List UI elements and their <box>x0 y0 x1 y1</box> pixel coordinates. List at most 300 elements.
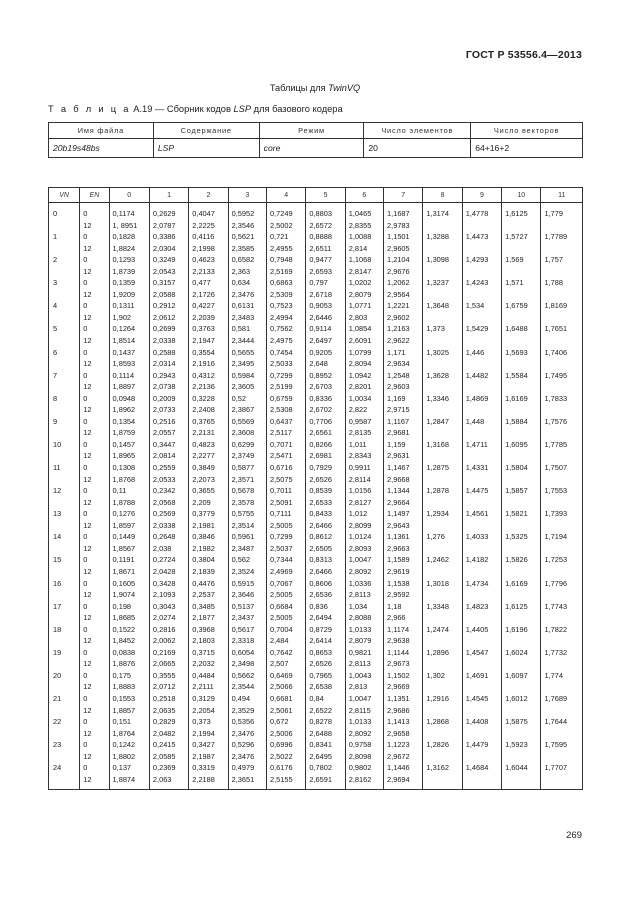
table-cell: 2,1839 <box>189 566 228 578</box>
table-cell: 2,966 <box>384 612 423 624</box>
table-cell: 2,6522 <box>306 705 345 717</box>
table-cell: 2,2225 <box>189 220 228 232</box>
table-cell: 1,2868 <box>423 716 462 728</box>
table-cell <box>502 681 541 693</box>
table-cell <box>49 289 80 301</box>
table-row <box>49 728 583 740</box>
table-cell: 12 <box>80 335 109 347</box>
table-cell: 0 <box>80 739 109 751</box>
table-cell: 0,3249 <box>149 254 188 266</box>
table-cell: 0,9758 <box>345 739 383 751</box>
table-cell: 12 <box>49 485 80 497</box>
table-cell: 2,3585 <box>228 243 266 255</box>
table-cell: 1,0133 <box>345 716 383 728</box>
table-cell: 1,373 <box>423 323 462 335</box>
table-cell <box>49 589 80 601</box>
table-cell <box>423 520 462 532</box>
table-cell: 0,1191 <box>109 554 149 566</box>
table-cell: 1,6196 <box>502 624 541 636</box>
table-cell: 2,2537 <box>189 589 228 601</box>
table-cell: 2,3476 <box>228 728 266 740</box>
table-cell: 8 <box>49 393 80 405</box>
table-cell: 0,2009 <box>149 393 188 405</box>
table-row <box>49 716 583 728</box>
table-cell <box>462 520 501 532</box>
info-mode: core <box>259 139 364 158</box>
table-cell: 1,8824 <box>109 243 149 255</box>
column-header: 4 <box>266 188 305 203</box>
table-cell: 0,8313 <box>306 554 345 566</box>
table-cell: 1,8965 <box>109 450 149 462</box>
table-cell: 1,8883 <box>109 681 149 693</box>
table-cell: 0,8952 <box>306 370 345 382</box>
table-cell: 12 <box>80 774 109 790</box>
table-cell: 2,6572 <box>306 220 345 232</box>
table-cell <box>423 612 462 624</box>
table-cell: 0,1522 <box>109 624 149 636</box>
table-cell <box>49 220 80 232</box>
table-cell: 1,0799 <box>345 347 383 359</box>
table-cell: 0,8341 <box>306 739 345 751</box>
table-cell: 2,0338 <box>149 335 188 347</box>
table-cell: 0 <box>80 670 109 682</box>
table-cell: 0,52 <box>228 393 266 405</box>
table-cell: 2,0665 <box>149 658 188 670</box>
table-cell: 0,9587 <box>345 416 383 428</box>
table-cell: 2,2054 <box>189 705 228 717</box>
table-cell: 0,6054 <box>228 647 266 659</box>
table-cell: 1,3018 <box>423 578 462 590</box>
table-cell: 1,169 <box>384 393 423 405</box>
table-cell <box>502 404 541 416</box>
table-cell: 0,3386 <box>149 231 188 243</box>
table-cell: 2,2188 <box>189 774 228 790</box>
table-cell <box>541 751 583 763</box>
table-cell: 1,012 <box>345 508 383 520</box>
table-cell: 1,3346 <box>423 393 462 405</box>
table-cell: 2,3646 <box>228 589 266 601</box>
table-row <box>49 739 583 751</box>
table-cell: 2,6703 <box>306 381 345 393</box>
table-cell: 2,8115 <box>345 705 383 717</box>
table-cell: 2,484 <box>266 635 305 647</box>
table-cell <box>49 427 80 439</box>
table-cell <box>423 497 462 509</box>
table-cell: 1,2221 <box>384 300 423 312</box>
table-cell: 7 <box>49 370 80 382</box>
table-cell <box>423 312 462 324</box>
table-cell: 1,0043 <box>345 670 383 682</box>
table-cell: 12 <box>80 266 109 278</box>
table-cell: 0,1311 <box>109 300 149 312</box>
table-cell: 2,6536 <box>306 589 345 601</box>
column-header: 2 <box>189 188 228 203</box>
table-cell: 0,3319 <box>189 762 228 774</box>
table-cell: 1,4734 <box>462 578 501 590</box>
table-cell: 1,2462 <box>423 554 462 566</box>
table-cell <box>49 566 80 578</box>
table-cell: 1,3162 <box>423 762 462 774</box>
table-cell: 1,5584 <box>502 370 541 382</box>
table-cell: 1,4405 <box>462 624 501 636</box>
table-cell: 2,1994 <box>189 728 228 740</box>
table-cell: 1,4473 <box>462 231 501 243</box>
table-cell: 2,3651 <box>228 774 266 790</box>
table-cell: 2,3749 <box>228 450 266 462</box>
table-cell: 0,2816 <box>149 624 188 636</box>
table-cell: 2,0062 <box>149 635 188 647</box>
table-cell: 12 <box>80 589 109 601</box>
table-cell: 12 <box>80 566 109 578</box>
table-cell: 1,5325 <box>502 531 541 543</box>
table-cell <box>49 728 80 740</box>
table-cell: 0 <box>80 370 109 382</box>
info-element-count: 20 <box>364 139 471 158</box>
table-cell <box>502 658 541 670</box>
table-cell: 12 <box>80 728 109 740</box>
table-cell: 1,3025 <box>423 347 462 359</box>
table-cell: 1,3628 <box>423 370 462 382</box>
table-cell: 0,8606 <box>306 578 345 590</box>
table-row <box>49 370 583 382</box>
table-cell: 2,0733 <box>149 404 188 416</box>
table-cell: 2,2136 <box>189 381 228 393</box>
table-cell: 0,6131 <box>228 300 266 312</box>
table-cell: 12 <box>80 243 109 255</box>
table-cell <box>541 635 583 647</box>
table-cell: 0,672 <box>266 716 305 728</box>
table-cell: 2,0814 <box>149 450 188 462</box>
table-cell: 0,3555 <box>149 670 188 682</box>
table-cell: 2,5471 <box>266 450 305 462</box>
table-cell: 1, 8951 <box>109 220 149 232</box>
table-cell: 1,3288 <box>423 231 462 243</box>
table-cell: 2,3514 <box>228 520 266 532</box>
table-cell: 0 <box>80 203 109 220</box>
table-cell: 0,2699 <box>149 323 188 335</box>
table-cell: 0,5662 <box>228 670 266 682</box>
table-cell: 2,209 <box>189 497 228 509</box>
table-cell: 2,0712 <box>149 681 188 693</box>
table-cell: 3 <box>49 277 80 289</box>
info-table <box>48 122 583 158</box>
table-cell <box>49 543 80 555</box>
table-row <box>49 647 583 659</box>
table-cell: 2,5117 <box>266 427 305 439</box>
table-cell: 2,3476 <box>228 289 266 301</box>
table-row <box>49 474 583 486</box>
table-cell: 2,3529 <box>228 705 266 717</box>
table-cell: 1,7393 <box>541 508 583 520</box>
table-cell: 2,6495 <box>306 751 345 763</box>
table-row <box>49 774 583 790</box>
table-cell: 1,4479 <box>462 739 501 751</box>
info-header-cell: Число векторов <box>471 123 583 139</box>
table-cell: 1,5804 <box>502 462 541 474</box>
table-cell <box>541 312 583 324</box>
table-cell: 1,2826 <box>423 739 462 751</box>
column-header: VN <box>49 188 80 203</box>
table-cell <box>49 358 80 370</box>
info-header-row <box>49 123 583 139</box>
table-cell: 1,8764 <box>109 728 149 740</box>
table-cell: 0 <box>80 300 109 312</box>
table-cell: 2,5005 <box>266 612 305 624</box>
table-cell: 1,8788 <box>109 497 149 509</box>
table-cell: 12 <box>80 705 109 717</box>
table-cell: 2,8355 <box>345 220 383 232</box>
table-cell <box>462 728 501 740</box>
table-cell: 2,5002 <box>266 220 305 232</box>
table-cell: 2,0612 <box>149 312 188 324</box>
table-cell: 1,6759 <box>502 300 541 312</box>
table-cell: 2,9605 <box>384 243 423 255</box>
table-cell: 1,788 <box>541 277 583 289</box>
table-cell: 1,8874 <box>109 774 149 790</box>
table-cell: 0,7344 <box>266 554 305 566</box>
table-cell: 0,3804 <box>189 554 228 566</box>
table-cell: 0,3157 <box>149 277 188 289</box>
table-cell: 0,5621 <box>228 231 266 243</box>
column-header: 10 <box>502 188 541 203</box>
table-cell: 2,9634 <box>384 358 423 370</box>
table-cell: 2,9783 <box>384 220 423 232</box>
table-cell <box>502 635 541 647</box>
table-cell: 0,494 <box>228 693 266 705</box>
table-cell: 1,2104 <box>384 254 423 266</box>
table-cell: 1,8567 <box>109 543 149 555</box>
table-cell: 0,3765 <box>189 416 228 428</box>
table-cell: 2,9669 <box>384 681 423 693</box>
table-row <box>49 277 583 289</box>
table-cell <box>462 450 501 462</box>
table-cell: 0 <box>80 693 109 705</box>
table-cell: 24 <box>49 762 80 774</box>
table-cell: 1,2878 <box>423 485 462 497</box>
table-cell: 1,8593 <box>109 358 149 370</box>
table-row <box>49 624 583 636</box>
table-cell: 12 <box>80 635 109 647</box>
table-cell: 12 <box>80 358 109 370</box>
table-cell: 0 <box>80 716 109 728</box>
table-cell: 12 <box>80 289 109 301</box>
table-cell: 1,7651 <box>541 323 583 335</box>
table-cell: 1,2896 <box>423 647 462 659</box>
table-cell <box>502 266 541 278</box>
table-cell: 0,9053 <box>306 300 345 312</box>
table-row <box>49 612 583 624</box>
table-cell: 2,8113 <box>345 658 383 670</box>
table-cell <box>502 705 541 717</box>
table-cell: 0 <box>80 323 109 335</box>
table-cell: 12 <box>80 681 109 693</box>
table-cell: 1,4547 <box>462 647 501 659</box>
table-cell: 2,1093 <box>149 589 188 601</box>
table-cell: 1,6488 <box>502 323 541 335</box>
table-cell: 2,3483 <box>228 312 266 324</box>
table-cell <box>541 774 583 790</box>
table-row <box>49 335 583 347</box>
table-cell: 1,6097 <box>502 670 541 682</box>
table-cell: 2,803 <box>345 312 383 324</box>
table-cell: 2,6497 <box>306 335 345 347</box>
table-cell: 2,8079 <box>345 635 383 647</box>
info-content: LSP <box>153 139 259 158</box>
table-cell: 0 <box>80 462 109 474</box>
table-cell: 0,1242 <box>109 739 149 751</box>
table-cell: 1,5857 <box>502 485 541 497</box>
table-cell: 4 <box>49 300 80 312</box>
table-cell: 1,779 <box>541 203 583 220</box>
table-cell: 0 <box>80 624 109 636</box>
table-cell: 1,8452 <box>109 635 149 647</box>
table-cell <box>462 381 501 393</box>
table-cell <box>49 658 80 670</box>
table-cell: 1,3168 <box>423 439 462 451</box>
table-cell: 1,2062 <box>384 277 423 289</box>
table-cell: 0,2518 <box>149 693 188 705</box>
table-cell: 0,3043 <box>149 601 188 613</box>
table-cell: 2,8094 <box>345 358 383 370</box>
table-cell: 2,3318 <box>228 635 266 647</box>
table-cell: 1,4711 <box>462 439 501 451</box>
table-cell <box>502 543 541 555</box>
table-cell <box>49 520 80 532</box>
table-cell <box>49 474 80 486</box>
table-cell: 2,1726 <box>189 289 228 301</box>
table-cell <box>541 289 583 301</box>
table-cell <box>541 266 583 278</box>
table-cell: 2,5309 <box>266 289 305 301</box>
table-cell: 0,3763 <box>189 323 228 335</box>
table-cell <box>49 381 80 393</box>
table-cell <box>541 728 583 740</box>
table-cell <box>462 497 501 509</box>
section-caption-name: TwinVQ <box>328 83 361 93</box>
table-cell <box>541 681 583 693</box>
table-cell: 2,0274 <box>149 612 188 624</box>
table-cell: 1,8739 <box>109 266 149 278</box>
table-cell: 2,8113 <box>345 589 383 601</box>
table-cell: 1,902 <box>109 312 149 324</box>
table-cell: 2,3578 <box>228 497 266 509</box>
table-row <box>49 266 583 278</box>
table-cell <box>462 566 501 578</box>
table-cell: 1,1502 <box>384 670 423 682</box>
table-cell: 2,8099 <box>345 520 383 532</box>
table-cell: 2,6091 <box>345 335 383 347</box>
table-cell: 0,1605 <box>109 578 149 590</box>
table-cell: 2,8135 <box>345 427 383 439</box>
table-cell: 2 <box>49 254 80 266</box>
table-cell: 0,4476 <box>189 578 228 590</box>
table-cell: 1,4545 <box>462 693 501 705</box>
codebook-body <box>49 203 583 790</box>
table-cell: 0,7523 <box>266 300 305 312</box>
table-cell: 2,0738 <box>149 381 188 393</box>
table-row <box>49 554 583 566</box>
table-cell: 0,151 <box>109 716 149 728</box>
table-cell: 14 <box>49 531 80 543</box>
table-cell: 0,5296 <box>228 739 266 751</box>
table-cell: 0 <box>80 578 109 590</box>
table-cell: 0,7642 <box>266 647 305 659</box>
table-cell: 1,0942 <box>345 370 383 382</box>
table-cell: 11 <box>49 462 80 474</box>
table-cell <box>502 358 541 370</box>
table-cell: 1,7595 <box>541 739 583 751</box>
table-cell: 2,0304 <box>149 243 188 255</box>
table-row <box>49 658 583 670</box>
table-cell: 2,0314 <box>149 358 188 370</box>
table-cell <box>541 543 583 555</box>
table-cell: 1,6044 <box>502 762 541 774</box>
table-cell: 0,1174 <box>109 203 149 220</box>
table-cell: 1,1589 <box>384 554 423 566</box>
table-cell <box>462 427 501 439</box>
table-cell: 2,0568 <box>149 497 188 509</box>
table-cell: 1,7707 <box>541 762 583 774</box>
table-row <box>49 289 583 301</box>
table-row <box>49 508 583 520</box>
table-cell: 0,3968 <box>189 624 228 636</box>
table-cell: 1,1413 <box>384 716 423 728</box>
table-cell: 1,1538 <box>384 578 423 590</box>
table-cell <box>423 220 462 232</box>
table-row <box>49 601 583 613</box>
table-cell: 2,5075 <box>266 474 305 486</box>
table-cell: 12 <box>80 381 109 393</box>
table-cell: 1,571 <box>502 277 541 289</box>
table-cell <box>423 635 462 647</box>
table-cell: 2,6981 <box>306 450 345 462</box>
table-cell: 0,9821 <box>345 647 383 659</box>
table-cell <box>462 705 501 717</box>
table-cell: 0,198 <box>109 601 149 613</box>
table-title-text: А.19 — Сборник кодов <box>130 104 234 114</box>
table-cell: 2,6466 <box>306 520 345 532</box>
table-cell: 1,7689 <box>541 693 583 705</box>
table-cell: 2,063 <box>149 774 188 790</box>
table-cell: 2,507 <box>266 658 305 670</box>
table-cell: 0,5961 <box>228 531 266 543</box>
table-cell: 2,0635 <box>149 705 188 717</box>
table-cell: 2,5006 <box>266 728 305 740</box>
table-cell: 0,0948 <box>109 393 149 405</box>
table-row <box>49 450 583 462</box>
table-cell: 1,9209 <box>109 289 149 301</box>
table-cell: 2,9663 <box>384 543 423 555</box>
table-cell: 2,9694 <box>384 774 423 790</box>
table-cell: 9 <box>49 416 80 428</box>
table-cell: 2,8092 <box>345 566 383 578</box>
table-cell: 1,18 <box>384 601 423 613</box>
table-cell: 0,3447 <box>149 439 188 451</box>
table-cell: 1,569 <box>502 254 541 266</box>
table-cell: 0,2342 <box>149 485 188 497</box>
table-cell: 0,8278 <box>306 716 345 728</box>
table-cell: 0,1449 <box>109 531 149 543</box>
table-cell: 0,7071 <box>266 439 305 451</box>
table-cell: 0,2912 <box>149 300 188 312</box>
table-cell <box>423 450 462 462</box>
table-cell: 0 <box>80 601 109 613</box>
table-cell: 0,3428 <box>149 578 188 590</box>
table-cell: 2,3546 <box>228 220 266 232</box>
table-cell: 2,6414 <box>306 635 345 647</box>
table-cell: 2,9681 <box>384 427 423 439</box>
table-cell: 2,3571 <box>228 474 266 486</box>
